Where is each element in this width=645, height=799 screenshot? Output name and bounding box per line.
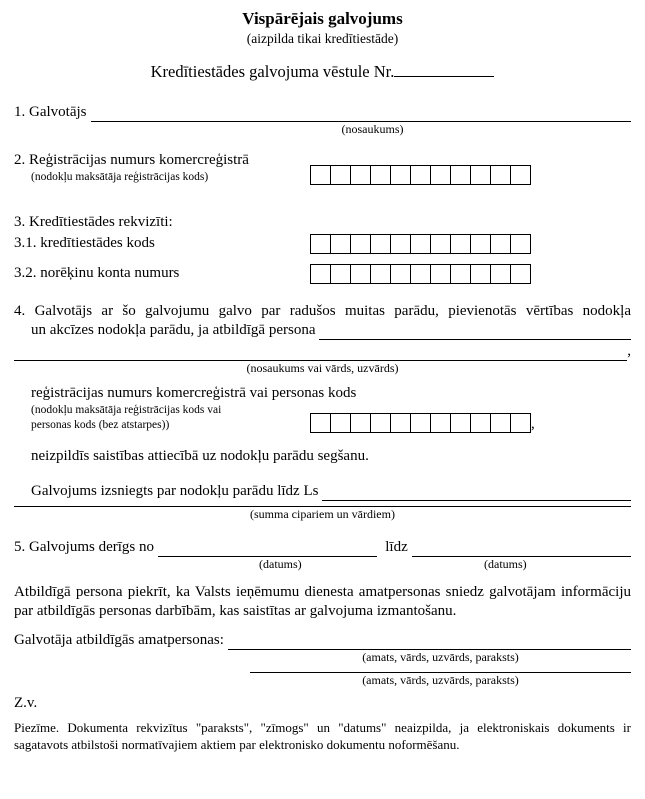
- code-box-cell: [310, 413, 331, 433]
- code-box-cell: [390, 264, 411, 284]
- item4-section: [14, 302, 631, 522]
- person-code-boxes-wrap: [310, 413, 535, 433]
- page-title: Vispārējais galvojums: [242, 9, 403, 28]
- code-box-cell: [450, 165, 471, 185]
- code-box-cell: [310, 264, 331, 284]
- code-box-cell: [490, 165, 511, 185]
- code-box-cell: [490, 264, 511, 284]
- code-box-cell: [350, 264, 371, 284]
- letter-number-label: Kredītiestādes galvojuma vēstule Nr.: [150, 62, 395, 81]
- amount-caption: (summa cipariem un vārdiem): [250, 507, 395, 521]
- item4-line1: 4. Galvotājs ar šo galvojumu galvo par radušos muitas parādu, pievienotās vērtības nodokļa: [14, 303, 631, 319]
- official-1-caption: (amats, vārds, uzvārds, paraksts): [362, 650, 519, 664]
- bank-code-boxes: [310, 234, 531, 254]
- code-box-cell: [350, 234, 371, 254]
- item2-note: (nodokļu maksātāja reģistrācijas kods): [31, 171, 209, 183]
- code-box-cell: [370, 234, 391, 254]
- item3-sub1-row: [14, 234, 631, 258]
- item5-mid-label: līdz: [385, 539, 408, 555]
- code-box-cell: [430, 234, 451, 254]
- item4-reg-note1: (nodokļu maksātāja reģistrācijas kods vai: [31, 404, 222, 416]
- code-box-cell: [510, 413, 531, 433]
- item4-line3: neizpildīs saistības attiecībā uz nodokļu parādu segšanu.: [31, 448, 369, 464]
- item4-line2-row: [31, 321, 631, 340]
- amount-field: [322, 497, 631, 501]
- code-box-cell: [350, 413, 371, 433]
- code-box-cell: [470, 264, 491, 284]
- person-code-comma: ,: [531, 416, 535, 432]
- code-box-cell: [390, 165, 411, 185]
- code-box-cell: [390, 413, 411, 433]
- footnote: Piezīme. Dokumenta rekvizītus "paraksts", "zīmogs" un "datums" neaizpilda, ja elektroniskais dokuments ir sagatavots atbilstoši normatīvajiem aktiem par elektronisko dokumentu noformēšanu.: [14, 720, 631, 752]
- code-box-cell: [510, 234, 531, 254]
- code-box-cell: [510, 165, 531, 185]
- item4-reg-note2: personas kods (bez atstarpes)): [31, 419, 170, 431]
- consent-paragraph: Atbildīgā persona piekrīt, ka Valsts ieņēmumu dienesta amatpersonas sniedz galvotājam informāciju par atbildīgās personas darbībām, kas saistītas ar galvojuma izmantošanu.: [14, 584, 631, 619]
- item4-reg-section: [31, 384, 631, 433]
- account-number-boxes: [310, 264, 531, 284]
- code-box-cell: [330, 165, 351, 185]
- code-box-cell: [430, 165, 451, 185]
- person-code-boxes: [310, 413, 531, 433]
- item3-label: 3. Kredītiestādes rekvizīti:: [14, 214, 173, 230]
- official-2-caption: (amats, vārds, uzvārds, paraksts): [362, 673, 519, 687]
- code-box-cell: [370, 413, 391, 433]
- code-box-cell: [370, 264, 391, 284]
- code-box-cell: [490, 413, 511, 433]
- valid-from-caption: (datums): [259, 557, 302, 571]
- item4-line2: un akcīzes nodokļa parādu, ja atbildīgā persona: [31, 322, 316, 338]
- code-box-cell: [370, 165, 391, 185]
- valid-to-caption: (datums): [484, 557, 527, 571]
- code-box-cell: [450, 413, 471, 433]
- code-box-cell: [310, 165, 331, 185]
- code-box-cell: [410, 413, 431, 433]
- code-box-cell: [490, 234, 511, 254]
- code-box-cell: [410, 165, 431, 185]
- code-box-cell: [430, 413, 451, 433]
- item3-sub2-row: [14, 264, 631, 288]
- item3-sub1-label: 3.1. kredītiestādes kods: [14, 235, 155, 251]
- amount-row: [31, 482, 631, 501]
- code-box-cell: [470, 165, 491, 185]
- code-box-cell: [450, 234, 471, 254]
- code-box-cell: [510, 264, 531, 284]
- taxpayer-code-boxes: [310, 165, 531, 185]
- item4-caption1: (nosaukums vai vārds, uzvārds): [246, 361, 399, 375]
- item5-captions-row: [14, 557, 631, 573]
- item4-continuation-row: [14, 342, 631, 361]
- code-box-cell: [330, 264, 351, 284]
- code-box-cell: [450, 264, 471, 284]
- item3-sub2-label: 3.2. norēķinu konta numurs: [14, 265, 180, 281]
- zv-seal-label: Z.v.: [14, 695, 38, 711]
- code-box-cell: [470, 413, 491, 433]
- responsible-person-field: [319, 336, 631, 340]
- code-box-cell: [390, 234, 411, 254]
- item4-reg-label: reģistrācijas numurs komercreģistrā vai personas kods: [31, 385, 357, 401]
- item5-validity-row: [14, 538, 631, 557]
- code-box-cell: [330, 413, 351, 433]
- item2-registration-section: [14, 151, 631, 189]
- letter-number-field: [394, 76, 494, 77]
- officials-row-1: [14, 631, 631, 650]
- code-box-cell: [350, 165, 371, 185]
- code-box-cell: [470, 234, 491, 254]
- code-box-cell: [410, 264, 431, 284]
- item1-caption: (nosaukums): [341, 122, 404, 136]
- item5-label: 5. Galvojums derīgs no: [14, 539, 154, 555]
- item1-guarantor-row: [14, 103, 631, 122]
- item4-comma: ,: [627, 343, 631, 359]
- code-box-cell: [410, 234, 431, 254]
- code-box-cell: [310, 234, 331, 254]
- item2-label: 2. Reģistrācijas numurs komercreģistrā: [14, 152, 249, 168]
- letter-number-line: [14, 61, 631, 83]
- officials-label: Galvotāja atbildīgās amatpersonas:: [14, 632, 224, 648]
- page-subtitle: (aizpilda tikai kredītiestāde): [246, 31, 399, 46]
- code-box-cell: [330, 234, 351, 254]
- amount-label: Galvojums izsniegts par nodokļu parādu līdz Ls: [31, 483, 319, 499]
- code-box-cell: [430, 264, 451, 284]
- item1-label: 1. Galvotājs: [14, 104, 87, 120]
